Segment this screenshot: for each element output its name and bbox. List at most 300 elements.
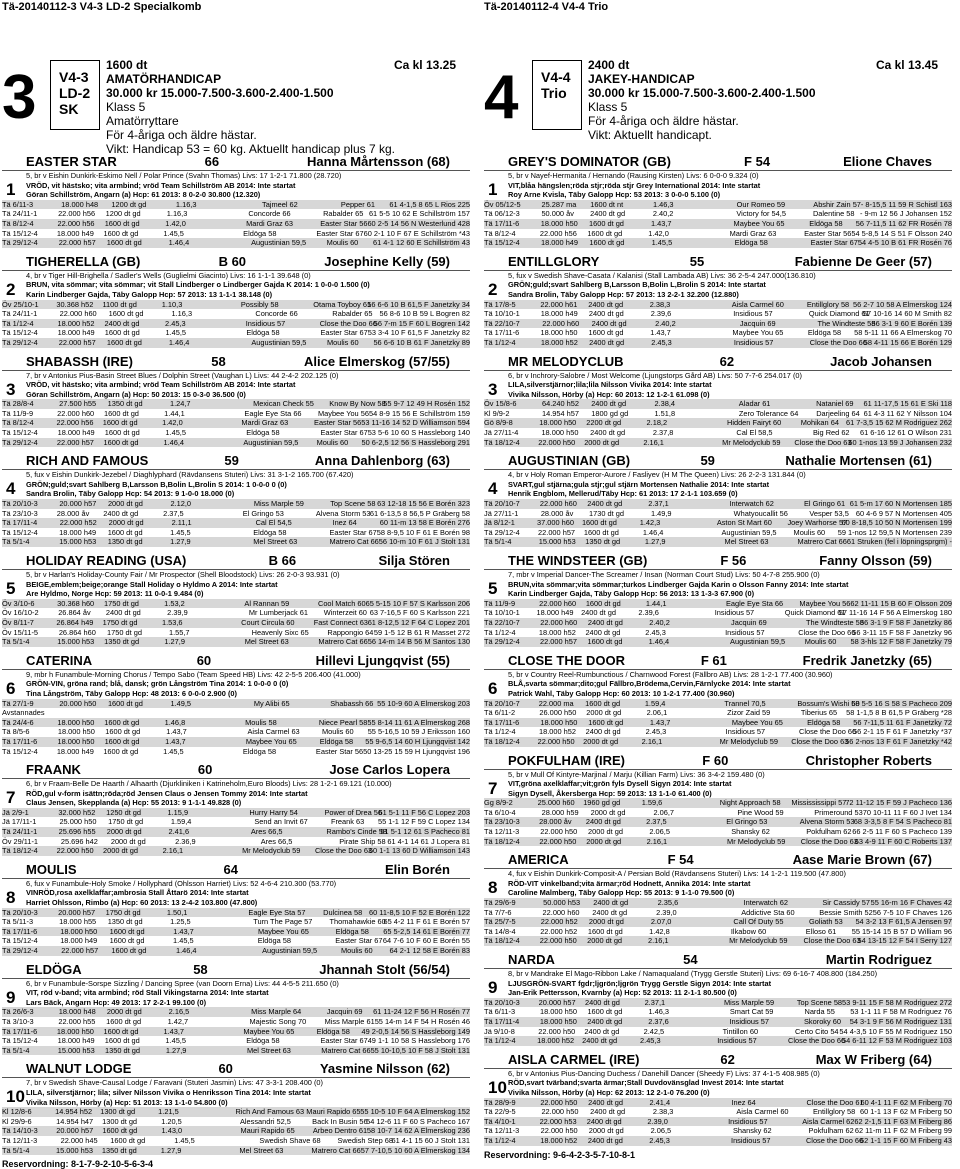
form-cell: Rich And Famous 63 <box>235 1107 305 1117</box>
form-cell: 61 4-3 11 62 Y Nilsson 104 <box>863 408 953 418</box>
form-cell: Skoroky 60 <box>804 1016 841 1026</box>
form-cell: Easter Star 67 <box>335 936 383 946</box>
horse-pedigree: 5, fux v Swedish Shave-Casata / Kalanisi (Stall Lambada AB) Livs: 36 2-5-4 247.000(136.810) <box>508 270 816 280</box>
horse-entry <box>2 553 470 647</box>
horse-entry <box>2 453 470 547</box>
form-cell: 22.000 h55 <box>58 1016 96 1026</box>
horse-mark: 55 <box>689 253 705 269</box>
form-cell: 1.46,4 <box>168 238 190 248</box>
form-cell: 2000 dt gd <box>588 1126 624 1136</box>
form-cell: 1.16,3 <box>175 199 197 209</box>
form-cell: Concorde 66 <box>248 209 291 219</box>
form-cell: Al Rannan 59 <box>244 598 290 608</box>
form-cell: 72 11-12 15 F 59 J Pacheco 136 <box>845 798 953 808</box>
form-cell: 2000 dt gd <box>588 827 623 837</box>
form-cell: Mauri Rapido 65 <box>240 1126 295 1136</box>
form-cell: 1600 dt nt <box>590 199 624 209</box>
form-row <box>2 537 470 547</box>
form-cell: Pokfulham 62 <box>806 827 852 837</box>
form-cell: 1600 dt gd <box>104 218 140 228</box>
form-cell: 1600 dt gd <box>587 228 623 238</box>
horse-mark: 58 <box>211 353 226 369</box>
form-cell: 2.37,5 <box>646 817 667 827</box>
form-cell: Pokfulham 62 <box>808 1126 854 1136</box>
form-cell: Öv 15/11-5 <box>2 627 39 637</box>
horse-header <box>484 354 952 371</box>
form-cell: 2400 dt gd <box>589 337 625 347</box>
form-cell: Mardi Graz 63 <box>241 418 289 428</box>
horse-trainer: Vivika Nilsson, Hörby (a) Hcp: 51 2013: 13 1-1-0 54.800 (0) <box>26 1097 228 1107</box>
form-cell: 53 11-16 14 52 D Williamson 594 <box>361 418 470 428</box>
horse-trainer: Are Hyldmo, Norge Hcp: 59 2013: 11 0-0-1 9.484 (0) <box>26 589 204 599</box>
form-cell: Tä 24/11-1 <box>2 827 38 837</box>
horse-entry <box>484 154 952 248</box>
form-row <box>2 1107 470 1117</box>
form-cell: 2000 dt gd <box>587 936 623 946</box>
form-cell: 2400 dt gd <box>592 907 628 917</box>
form-cell: 22.000 h60 <box>539 499 577 509</box>
horse-entry <box>484 653 952 747</box>
race-info-line: JAKEY-HANDICAP <box>588 72 695 86</box>
form-cell: 1600 dt gd <box>106 238 142 248</box>
form-cell: 1.45,5 <box>165 328 186 338</box>
form-cell: Arbeo Dentro 61 <box>312 1126 368 1136</box>
form-cell: Augustinian 59,5 <box>721 527 777 537</box>
reservation-order: Reservordning: 9-6-4-2-3-5-7-10-8-1 <box>484 1149 636 1160</box>
horse-header <box>2 254 470 271</box>
form-cell: 53 5-6 10 60 S Hassleborg 140 <box>367 428 470 438</box>
form-cell: 1600 dt gd <box>108 309 144 319</box>
form-cell: 1.46,4 <box>175 946 197 955</box>
form-cell: 1350 dt gd <box>107 399 143 409</box>
race-code: V4-3 <box>59 69 89 85</box>
form-cell: Eldöga 58 <box>809 218 843 228</box>
form-row <box>484 837 952 847</box>
form-cell: Close the Doo 63 <box>791 736 849 746</box>
form-cell: 1.27,9 <box>170 537 191 547</box>
form-cell: 2.35,6 <box>657 898 679 908</box>
form-cell: Mel Street 63 <box>239 1145 284 1155</box>
form-cell: Tä 17/11-6 <box>2 926 38 936</box>
form-cell: 1600 dt gd <box>102 418 138 428</box>
form-cell: Turn The Page 57 <box>253 917 313 927</box>
horse-owner: SVART,gul stjärna;gula stjr;gul stjärn Mortensen Nathalie 2014: Inte startat <box>508 479 770 489</box>
form-cell: 2.16,1 <box>643 437 664 447</box>
form-cell: 1600 dt gd <box>581 518 617 528</box>
form-cell: Augustinian 59,5 <box>243 437 299 447</box>
form-cell: 27.500 h55 <box>59 399 97 409</box>
horse-pedigree: 7, br v Antonius Pius-Basin Street Blues / Dolphin Street (Vaughan L) Livs: 44 2-4-2 202.125 (0) <box>26 370 339 380</box>
form-cell: Hidden Fairyt 60 <box>726 418 782 428</box>
form-cell: 1350 dt gd <box>101 1145 137 1155</box>
form-cell: 1600 dt gd <box>103 746 139 756</box>
form-row <box>484 827 952 837</box>
form-cell: Tä 23/10-3 <box>484 817 520 827</box>
form-cell: Tä 8/12-4 <box>2 218 34 228</box>
form-cell: Our Romeo 59 <box>736 199 786 209</box>
form-row <box>2 300 470 310</box>
rider-name: Nathalie Mortensen (61) <box>785 453 932 469</box>
form-cell: 1.21,5 <box>158 1107 179 1117</box>
form-cell: 2.16,1 <box>647 936 669 946</box>
form-cell: 1600 dt gd <box>109 926 145 936</box>
horse-trainer: Vivika Nilsson, Hörby (a) Hcp: 60 2013: 12 1-2-1 61.098 (0) <box>508 389 710 399</box>
form-cell: 2000 dt gd <box>110 836 146 846</box>
form-cell: 61 7-3,5 15 62 M Rodriguez 262 <box>845 418 952 428</box>
form-cell: 50.000 h53 <box>543 898 581 908</box>
form-cell: Kl 12/8-6 <box>2 1107 32 1117</box>
form-cell: Tä 17/11-6 <box>484 328 520 338</box>
horse-mark: F 54 <box>667 852 694 868</box>
form-cell: Tä 15/12-4 <box>2 1036 38 1046</box>
form-cell: 1600 dt gd <box>106 337 142 347</box>
form-row <box>2 418 470 428</box>
form-cell: Tajmeel 62 <box>262 199 298 209</box>
horse-mark: F 61 <box>700 652 727 668</box>
form-cell: 2400 dt gd <box>588 299 624 309</box>
form-row <box>2 1117 470 1127</box>
form-cell: Tä 22/10-7 <box>484 617 520 627</box>
horse-pedigree: 6, br v Funambule-Sorspe Sizzling / Dancing Spree (van Doorn Erna) Livs: 44 4-5-5 211.650 (0) <box>26 978 339 988</box>
form-cell: 1.16,3 <box>166 209 188 219</box>
horse-trainer: Vivika Nilsson, Hörby (a) Hcp: 62 2013: 12 2-1-0 76.200 (0) <box>508 1087 710 1097</box>
form-cell: Otama Toyboy 61 <box>313 299 372 309</box>
horse-entry <box>484 453 952 547</box>
form-cell: 25.000 h60 <box>537 798 575 808</box>
form-cell: 2.45,3 <box>640 1036 661 1046</box>
form-cell: 25.000 h50 <box>59 817 97 827</box>
form-cell: 2.45,3 <box>649 1135 670 1145</box>
form-cell: 2400 dt gd <box>587 499 623 509</box>
form-cell: 2400 dt gd <box>105 608 141 618</box>
form-cell: Mr Melodyclub 59 <box>729 936 788 946</box>
horse-entry <box>484 952 952 1046</box>
form-cell: 2000 dt gd <box>586 708 622 718</box>
horse-trainer: Claus Jensen, Skepplanda (a) Hcp: 55 2013: 9 1-1-1 49.828 (0) <box>26 798 242 808</box>
form-cell: Insidious 57 <box>717 1036 757 1046</box>
form-row <box>484 628 952 638</box>
form-cell: 26.864 h60 <box>58 627 96 637</box>
form-row <box>2 1126 470 1136</box>
form-cell: Eldöga 58 <box>246 428 280 438</box>
form-cell: 64 2-1 12 58 E Borén 83 <box>389 946 470 955</box>
form-cell: Easter Star 56 <box>315 746 364 756</box>
form-cell: 2400 dt gd <box>587 1135 623 1145</box>
form-cell: Mr Melodyclub 59 <box>727 836 786 846</box>
horse-pedigree: 6, fux v Funambule-Holy Smoke / Hollyphard (Ohlsson Harriet) Livs: 52 4-6-4 210.300 (53.770) <box>26 878 337 888</box>
form-row <box>484 817 952 827</box>
form-cell: Mel Street 63 <box>724 537 769 547</box>
form-cell: Kl 9/9-2 <box>484 408 510 418</box>
horse-entry <box>484 852 952 946</box>
horse-name: CLOSE THE DOOR <box>508 652 626 668</box>
form-cell: Tä 29/6-9 <box>484 898 516 908</box>
horse-pedigree: 9, mbr h Funambule-Morning Chorus / Tempo Sabo (Team Speed HB) Livs: 42 2-5-5 206.400 (41.000) <box>26 669 361 679</box>
horse-number: 3 <box>6 379 16 399</box>
form-cell: 22.000 h50 <box>538 437 576 447</box>
form-cell: 1.45,5 <box>163 746 184 756</box>
form-cell: 2400 dt gd <box>584 997 620 1007</box>
form-cell: 1.45,5 <box>173 936 194 946</box>
horse-entry <box>2 962 470 1056</box>
form-cell: 1200 dt gd <box>111 199 147 209</box>
form-cell: Ilkabow 60 <box>730 926 767 936</box>
form-cell: 1.49,9 <box>650 508 672 518</box>
form-cell: 60 2-5 14 56 N Westerlund 428 <box>367 218 471 228</box>
form-cell: Moulis 60 <box>326 238 359 248</box>
form-cell: Tä 12/11-3 <box>484 827 520 837</box>
form-cell: Pirate Ship 58 <box>339 836 386 846</box>
form-row <box>484 737 952 747</box>
horse-mark: 59 <box>224 453 239 469</box>
horse-name: FRAANK <box>26 762 81 778</box>
form-cell: 61 Struken (fel i löpningsprgm) - <box>846 537 952 547</box>
form-cell: Tä 15/12-4 <box>2 228 38 238</box>
form-cell: Tä 5/1-4 <box>2 537 30 547</box>
horse-name: SHABASSH (IRE) <box>26 353 133 369</box>
form-cell: 18.000 h50 <box>539 418 577 428</box>
form-cell: 26.000 h50 <box>539 708 577 718</box>
form-cell: 1.42,0 <box>165 218 186 228</box>
form-cell: 22.000 h57 <box>538 527 576 537</box>
form-cell: 1.53,6 <box>161 617 183 627</box>
form-cell: 55 9-7 12 49 H Rosén 152 <box>383 399 470 409</box>
form-cell: 57 10-16 14 60 M Smith 82 <box>862 309 952 319</box>
form-cell: Öv 29/11-1 <box>2 836 39 846</box>
form-cell: Nataniel 69 <box>816 399 854 409</box>
horse-number: 4 <box>488 479 498 499</box>
form-cell: 22.000 h60 <box>542 318 580 328</box>
horse-trainer: Göran Schillström, Angarn (a) Hcp: 61 2013: 8 0-2-0 30.800 (12.320) <box>26 190 261 200</box>
rider-name: Fanny Olsson (59) <box>819 553 932 568</box>
form-cell: 1.42,0 <box>162 418 183 428</box>
form-cell: Insidious 57 <box>725 727 766 737</box>
form-cell: 1.44,1 <box>164 408 185 418</box>
form-cell: 2.38,4 <box>654 399 675 409</box>
form-cell: 1600 dt gd <box>106 1016 142 1026</box>
form-cell: Missississippi 57 <box>791 798 847 808</box>
form-cell: Tä 29/12-4 <box>484 527 520 537</box>
form-cell: Jä 27/11-1 <box>484 508 519 518</box>
form-cell: 2000 dt gd <box>108 518 144 528</box>
form-cell: 18.000 h50 <box>60 926 98 936</box>
form-cell: 60 2-1 10 F 67 E Schillström *43 <box>363 228 470 238</box>
form-cell: 56 14-m 14 B 56 M Santos 130 <box>367 637 471 647</box>
horse-entry <box>484 553 952 647</box>
form-row <box>2 499 470 509</box>
form-cell: Aston St Mart 60 <box>716 518 772 528</box>
form-cell: Swedish Step 68 <box>337 1135 393 1145</box>
form-cell: Close the Doo 63 <box>794 437 852 447</box>
form-cell: 1.45,5 <box>165 1036 186 1046</box>
form-cell: Easter Star 56 <box>314 418 362 428</box>
form-row <box>2 708 470 718</box>
horse-owner: RÖD-VIT vinkelband;vita ärmar;röd Hodnett, Annika 2014: Inte startat <box>508 878 751 888</box>
form-cell: Moulis 58 <box>245 717 277 727</box>
horse-mark: 60 <box>218 1061 233 1077</box>
form-cell: 55 1-1 12 F 59 C Lopez 134 <box>377 817 470 827</box>
form-cell: Top Scene 58 <box>330 499 376 509</box>
horse-header <box>484 952 952 969</box>
form-cell: Tä 8/12-4 <box>2 418 34 428</box>
form-cell: Tä 29/12-4 <box>2 238 38 248</box>
form-cell: 50.000 åv <box>541 209 574 219</box>
form-row <box>484 409 952 419</box>
form-cell: 22.000 h56 <box>56 418 94 428</box>
form-row <box>484 338 952 348</box>
horse-header <box>484 1052 952 1069</box>
form-cell: 2400 dt gd <box>590 1107 626 1117</box>
form-cell: 55 5-16,5 10 59 J Eriksson 160 <box>367 727 470 737</box>
form-cell: 2400 dt gd <box>587 1016 623 1026</box>
form-cell: Augustinian 59,5 <box>262 946 318 955</box>
form-cell: 56 7-11,5 11 62 FR Rosén 78 <box>855 218 953 228</box>
form-row <box>484 637 952 647</box>
form-cell: 60 1-nos 13 59 J Johansen 232 <box>848 437 952 447</box>
form-cell: Tä 15/12-4 <box>484 238 520 248</box>
form-cell: 22.000 h50 <box>56 846 94 856</box>
form-cell: 53 9-11 15 F 58 M Rodriguez 272 <box>842 997 953 1007</box>
race-column-left <box>2 28 470 1169</box>
form-cell: 22.000 h45 <box>60 1135 98 1145</box>
form-row <box>2 1146 470 1156</box>
horse-pedigree: 6, br v Fraam-Belle De Haarth / Alhaarth (Djurkliniken i Katrineholm,Euro Bloods) Livs: 28 1-2-1 69.121 (10.000) <box>26 779 392 789</box>
form-cell: Cool Match 60 <box>317 598 366 608</box>
form-cell: The Windteste 58 <box>805 617 864 627</box>
form-cell: 18.000 h49 <box>56 228 94 238</box>
form-cell: 1.46,4 <box>168 337 190 347</box>
form-cell: 59 1-5 12 B 61 R Masset 272 <box>373 627 470 637</box>
form-row <box>2 528 470 538</box>
form-cell: Tä 20/10-7 <box>484 499 520 509</box>
form-cell: Inez 64 <box>332 518 357 528</box>
horse-entry <box>484 1052 952 1146</box>
form-row <box>484 528 952 538</box>
horse-number: 10 <box>488 1077 507 1097</box>
horse-pedigree: 7, mbr v Imperial Dancer-The Screamer / Insan (Norman Court Stud) Livs: 50 4-7-8 255.900 (0) <box>508 570 820 579</box>
horse-mark: 62 <box>720 1051 735 1067</box>
horse-entry <box>2 762 470 856</box>
form-row <box>2 319 470 329</box>
form-cell: 61 6-16 12 61 O Wilson 231 <box>859 428 952 438</box>
form-cell: Goliath 53 <box>809 917 843 927</box>
horse-mark: 59 <box>700 453 715 469</box>
rider-name: Max W Friberg (64) <box>815 1051 932 1067</box>
form-cell: 2.37,5 <box>163 508 184 518</box>
form-cell <box>124 708 196 718</box>
form-cell: 15.000 h53 <box>59 537 97 547</box>
form-cell: Back In Busin 56 <box>312 1116 368 1126</box>
form-cell: 1.43,7 <box>166 727 187 737</box>
form-cell: 22.000 h60 <box>59 309 97 319</box>
form-row <box>2 338 470 348</box>
form-cell: 2400 dt gd <box>582 1036 618 1046</box>
form-cell: Jä 27/11-4 <box>484 428 519 438</box>
form-cell: Alessandri 52,5 <box>239 1116 291 1126</box>
horse-entry <box>484 753 952 847</box>
form-cell: Tä 11/9-9 <box>2 408 34 418</box>
form-cell: 1600 dt gd <box>110 1135 146 1145</box>
horse-name: RICH AND FAMOUS <box>26 453 149 469</box>
form-row <box>484 727 952 737</box>
form-cell: 1600 dt gd <box>107 527 143 537</box>
form-cell: Augustinian 59,5 <box>251 238 307 248</box>
form-cell: 58 5-11 11 66 A Elmerskog 70 <box>854 328 952 338</box>
form-cell: Jä 8/12-1 <box>484 518 515 528</box>
horse-owner: GRÖN-VIN, gröna rand; blå, dansk; grön Långström Tina 2014: 1 0-0-0 0 (0) <box>26 679 289 689</box>
form-cell: 1.45,5 <box>174 1135 195 1145</box>
form-cell: 58 10-7 14 62 A Elmerskog 236 <box>366 1126 471 1136</box>
form-cell: 56 2-1 15 F 61 F Janetzky *37 <box>853 727 953 737</box>
form-cell: 18.000 h48 <box>61 199 99 209</box>
form-row <box>2 817 470 827</box>
horse-trainer: Sandra Brolin, Täby Galopp Hcp: 54 2013: 9 1-0-0 18.000 (0) <box>26 489 235 499</box>
form-cell: 18.000 h49 <box>541 238 579 248</box>
form-cell: Gö 8/9-8 <box>484 418 513 428</box>
form-cell: Tä 1/12-4 <box>484 727 516 737</box>
form-cell: 2400 dt gd <box>588 1097 624 1107</box>
form-cell: 1.59,4 <box>170 817 192 827</box>
race-info-line: 2400 dt <box>588 58 630 72</box>
form-cell: 55 8-14 11 61 A Elmerskog 268 <box>367 717 470 727</box>
form-cell: 59 1-nos 12 59,5 N Mortensen 239 <box>837 527 952 537</box>
form-cell: 20.000 h57 <box>538 997 576 1007</box>
form-cell: 60 4-1 11 F 62 M Friberg 70 <box>860 1097 952 1107</box>
form-cell: Primeround 53 <box>814 807 863 817</box>
form-cell: Addictive Sta 60 <box>741 907 795 917</box>
form-row <box>484 917 952 927</box>
form-cell: 61 5-5 10 62 E Schillström 157 <box>368 209 470 219</box>
form-cell: 1600 dt gd <box>587 637 623 647</box>
form-cell: Tä 11/9-9 <box>484 598 516 608</box>
horse-header <box>2 553 470 570</box>
form-cell: Hurry Harry 54 <box>249 807 298 817</box>
rider-name: Anna Dahlenborg (63) <box>314 453 450 469</box>
horse-header <box>484 852 952 869</box>
form-row <box>484 229 952 239</box>
form-row <box>484 808 952 818</box>
form-cell: 2400 dt gd <box>585 727 621 737</box>
form-cell: Easter Star 67 <box>316 228 364 238</box>
form-row <box>484 319 952 329</box>
form-cell: 61 5-m 17 60 N Mortensen 185 <box>849 499 953 509</box>
form-row <box>484 927 952 937</box>
form-cell: Eldöga 58 <box>316 1026 350 1036</box>
form-cell: Matrero Cat 66 <box>797 537 847 547</box>
horse-mark: F 60 <box>702 752 729 768</box>
form-cell: 62 1-1 15 F 60 M Friberg 43 <box>859 1135 952 1145</box>
form-cell: Tä 14/8-4 <box>484 926 516 936</box>
form-cell: 1.46,8 <box>164 717 186 727</box>
form-cell: Abshir Zain 57 <box>813 199 861 209</box>
form-cell: Tä 24/11-1 <box>2 309 38 319</box>
form-cell: 56 7-m 15 F 60 L Bogren 142 <box>373 318 470 328</box>
form-row <box>484 1098 952 1108</box>
form-cell: 54 13-15 12 F 54 I Serry 127 <box>857 936 952 946</box>
form-cell: Tä 5/1-4 <box>2 1045 30 1055</box>
form-cell: Tä 5/1-4 <box>2 1145 30 1155</box>
form-cell: Tä 8/12-4 <box>484 228 516 238</box>
race-info-line: AMATÖRHANDICAP <box>106 72 222 86</box>
form-cell: El Gringo 61 <box>804 499 846 509</box>
rider-name: Christopher Roberts <box>805 752 932 768</box>
form-cell: Shabassh 66 <box>330 698 374 708</box>
form-cell: 1350 dt gd <box>105 1045 140 1055</box>
form-cell: Quick Diamond 61 <box>808 309 870 319</box>
form-cell: Aisla Carmel 62 <box>802 1116 855 1126</box>
form-cell: 18.000 h50 <box>539 1007 577 1017</box>
form-cell: 61 11-24 12 F 56 H Rosén 77 <box>373 1007 470 1017</box>
